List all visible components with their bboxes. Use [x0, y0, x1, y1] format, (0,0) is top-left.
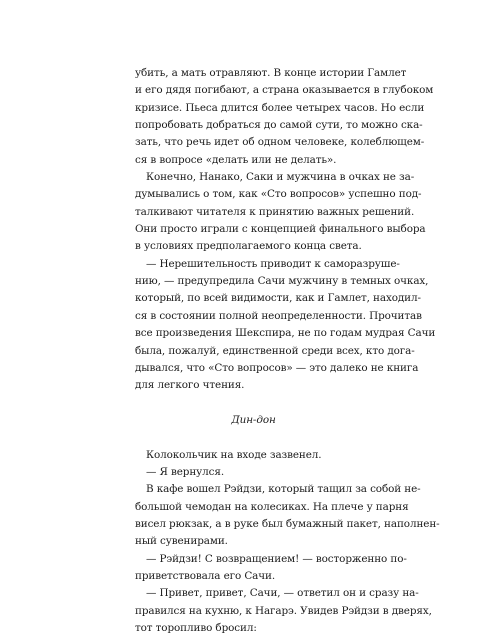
text-line: ся в состоянии полной неопределенности. Прочитав	[135, 309, 422, 322]
section-break-heading: Дин-дон	[231, 413, 276, 426]
text-line: — Привет, привет, Сачи, — ответил он и сразу на-	[146, 587, 419, 600]
text-line: попробовать добраться до самой сути, то можно ска-	[135, 119, 423, 132]
text-line: кризисе. Пьеса длится более четырех часов. Но если	[135, 101, 425, 114]
text-line: в условиях предполагаемого конца света.	[135, 240, 362, 253]
blank-line	[135, 395, 372, 412]
text-line: В кафе вошел Рэйдзи, который тащил за собой не-	[146, 483, 421, 496]
text-line: была, пожалуй, единственной среди всех, кто дога-	[135, 344, 415, 357]
text-line: нию, — предупредила Сачи мужчину в темных очках,	[135, 275, 429, 288]
text-line: и его дядя погибают, а страна оказывается в глубоком	[135, 84, 434, 97]
text-line: ся в вопросе «делать или не делать».	[135, 153, 337, 166]
text-line: тот торопливо бросил:	[135, 622, 257, 634]
text-line: Колокольчик на входе зазвенел.	[146, 448, 322, 461]
text-line: — Я вернулся.	[146, 465, 225, 478]
text-line: приветствовала его Сачи.	[135, 569, 276, 582]
text-line: который, по всей видимости, как и Гамлет, находил-	[135, 292, 421, 305]
text-column	[135, 65, 440, 637]
text-line: дывался, что «Сто вопросов» — это далеко не книга	[135, 361, 419, 374]
text-line: правился на кухню, к Нагарэ. Увидев Рэйдзи в дверях,	[135, 604, 432, 617]
text-line: Конечно, Нанако, Саки и мужчина в очках не за-	[146, 171, 415, 184]
text-line: талкивают читателя к принятию важных решений.	[135, 205, 415, 218]
text-line: ный сувенирами.	[135, 535, 228, 548]
text-line: думывались о том, как «Сто вопросов» успешно под-	[135, 188, 422, 201]
text-line: убить, а мать отравляют. В конце истории Гамлет	[135, 67, 407, 79]
text-line: Они просто играли с концепцией финального выбора	[135, 223, 426, 236]
blank-line	[135, 429, 372, 446]
text-line: — Рэйдзи! С возвращением! — восторженно по-	[146, 552, 407, 565]
text-line: — Нерешительность приводит к саморазруше-	[146, 257, 400, 270]
text-line: висел рюкзак, а в руке был бумажный пакет, наполнен-	[135, 517, 440, 530]
text-line: большой чемодан на колесиках. На плече у парня	[135, 500, 409, 513]
text-line: все произведения Шекспира, не по годам мудрая Сачи	[135, 327, 436, 340]
text-line: зать, что речь идет об одном человеке, колеблющем-	[135, 136, 425, 149]
text-line: для легкого чтения.	[135, 379, 245, 392]
